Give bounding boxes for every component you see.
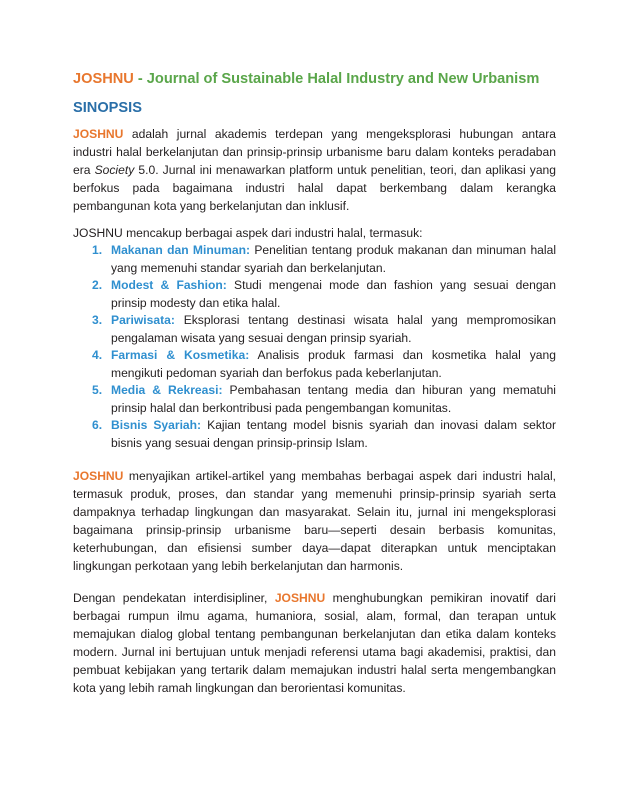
list-label: Media & Rekreasi:: [111, 383, 223, 397]
list-label: Pariwisata:: [111, 313, 175, 327]
list-number: 3.: [92, 313, 103, 327]
paragraph-text: Dengan pendekatan interdisipliner,: [73, 591, 275, 605]
list-number: 1.: [92, 243, 103, 257]
paragraph-articles: [73, 467, 556, 575]
list-number: 2.: [92, 278, 103, 292]
list-label: Bisnis Syariah:: [111, 418, 202, 432]
list-number: 5.: [92, 383, 103, 397]
paragraph-text: menyajikan artikel-artikel yang membahas berbagai aspek dari industri halal, termasuk produk, proses, dan standar yang memenuhi prinsip-prinsip syariah serta dampaknya terhadap lingkungan dan masyarakat. Selain itu, jurnal ini mengeksplorasi bagaimana prinsip-prinsip urbanisme baru—seperti desain berbasis komunitas, keterhubungan, dan efisiensi sumber daya—dapat diterapkan untuk menciptakan lingkungan perkotaan yang lebih berkelanjutan dan harmonis.: [73, 469, 556, 573]
list-text: Studi mengenai mode dan fashion yang sesuai dengan prinsip modesty dan etika halal.: [111, 278, 557, 310]
list-item: [73, 277, 556, 312]
brand-mention: JOSHNU: [274, 591, 326, 605]
list-item: [73, 382, 556, 417]
brand-mention: JOSHNU: [73, 469, 124, 483]
list-text: Pembahasan tentang media dan hiburan yang mematuhi prinsip halal dan berkontribusi pada pengembangan komunitas.: [111, 383, 556, 415]
list-label: Farmasi & Kosmetika:: [111, 348, 250, 362]
paragraph-intro: [73, 125, 556, 215]
section-heading: SINOPSIS: [73, 100, 142, 116]
list-item: [73, 417, 556, 452]
paragraph-approach: [73, 589, 556, 697]
paragraph-text: menghubungkan pemikiran inovatif dari berbagai rumpun ilmu agama, humaniora, sosial, alam, formal, dan terapan untuk memajukan dialog global tentang pembangunan berkelanjutan dan etika dalam konteks modern. Jurnal ini bertujuan untuk menjadi referensi utama bagi akademisi, praktisi, dan pembuat kebijakan yang tertarik dalam memajukan industri halal serta mengembangkan kota yang lebih ramah lingkungan dan berorientasi komunitas.: [73, 591, 556, 695]
paragraph-italic: Society: [94, 163, 135, 177]
list-number: 4.: [92, 348, 103, 362]
scope-list: [73, 242, 556, 452]
document-page: [73, 70, 556, 697]
title-rest: - Journal of Sustainable Halal Industry and New Urbanism: [133, 71, 540, 87]
list-label: Modest & Fashion:: [111, 278, 227, 292]
journal-title: [73, 70, 556, 88]
list-number: 6.: [92, 418, 103, 432]
list-text: Analisis produk farmasi dan kosmetika halal yang mengikuti pedoman syariah dan berfokus pada keberlanjutan.: [111, 348, 556, 380]
paragraph-text: adalah jurnal akademis terdepan yang mengeksplorasi hubungan antara industri halal berkelanjutan dan prinsip-prinsip urbanisme baru dalam konteks peradaban era: [73, 127, 556, 177]
list-label: Makanan dan Minuman:: [111, 243, 251, 257]
list-text: Eksplorasi tentang destinasi wisata halal yang mempromosikan pengalaman wisata yang sesuai dengan prinsip syariah.: [111, 313, 556, 345]
list-item: [73, 312, 556, 347]
list-item: [73, 347, 556, 382]
paragraph-text: 5.0. Jurnal ini menawarkan platform untuk penelitian, teori, dan aplikasi yang berfokus pada bagaimana industri halal dapat berkembang dalam kerangka pembangunan kota yang berkelanjutan dan inklusif.: [73, 163, 556, 213]
list-text: Penelitian tentang produk makanan dan minuman halal yang memenuhi standar syariah dan berkelanjutan.: [111, 243, 557, 275]
list-text: Kajian tentang model bisnis syariah dan inovasi dalam sektor bisnis yang sesuai dengan prinsip-prinsip Islam.: [111, 418, 556, 450]
brand-mention: JOSHNU: [73, 127, 124, 141]
title-brand: JOSHNU: [73, 71, 134, 87]
list-intro: JOSHNU mencakup berbagai aspek dari industri halal, termasuk:: [73, 226, 423, 240]
list-item: [73, 242, 556, 277]
